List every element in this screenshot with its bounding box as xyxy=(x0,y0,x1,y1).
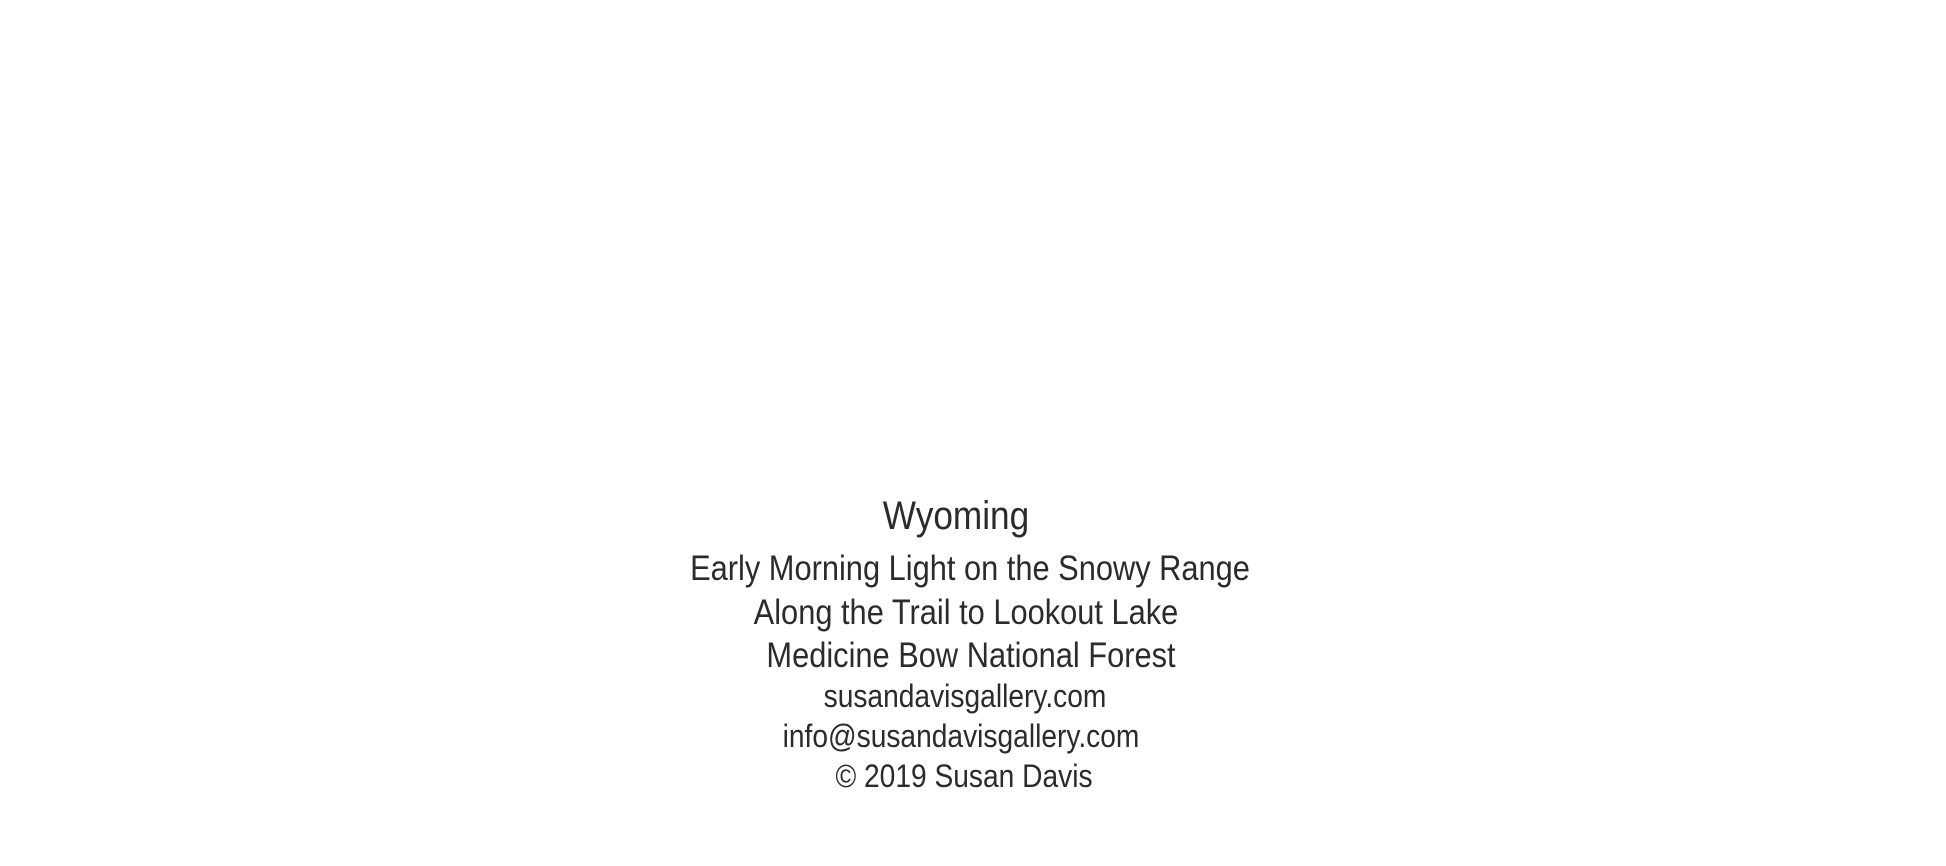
caption-line-forest: Medicine Bow National Forest xyxy=(766,636,1176,675)
caption-line-artwork-title: Early Morning Light on the Snowy Range xyxy=(690,549,1250,588)
caption-title: Wyoming xyxy=(882,494,1030,538)
caption-email: info@susandavisgallery.com xyxy=(782,718,1140,754)
caption-website: susandavisgallery.com xyxy=(823,678,1107,714)
caption-line-location: Along the Trail to Lookout Lake xyxy=(753,593,1179,632)
caption-copyright: © 2019 Susan Davis xyxy=(835,758,1093,794)
